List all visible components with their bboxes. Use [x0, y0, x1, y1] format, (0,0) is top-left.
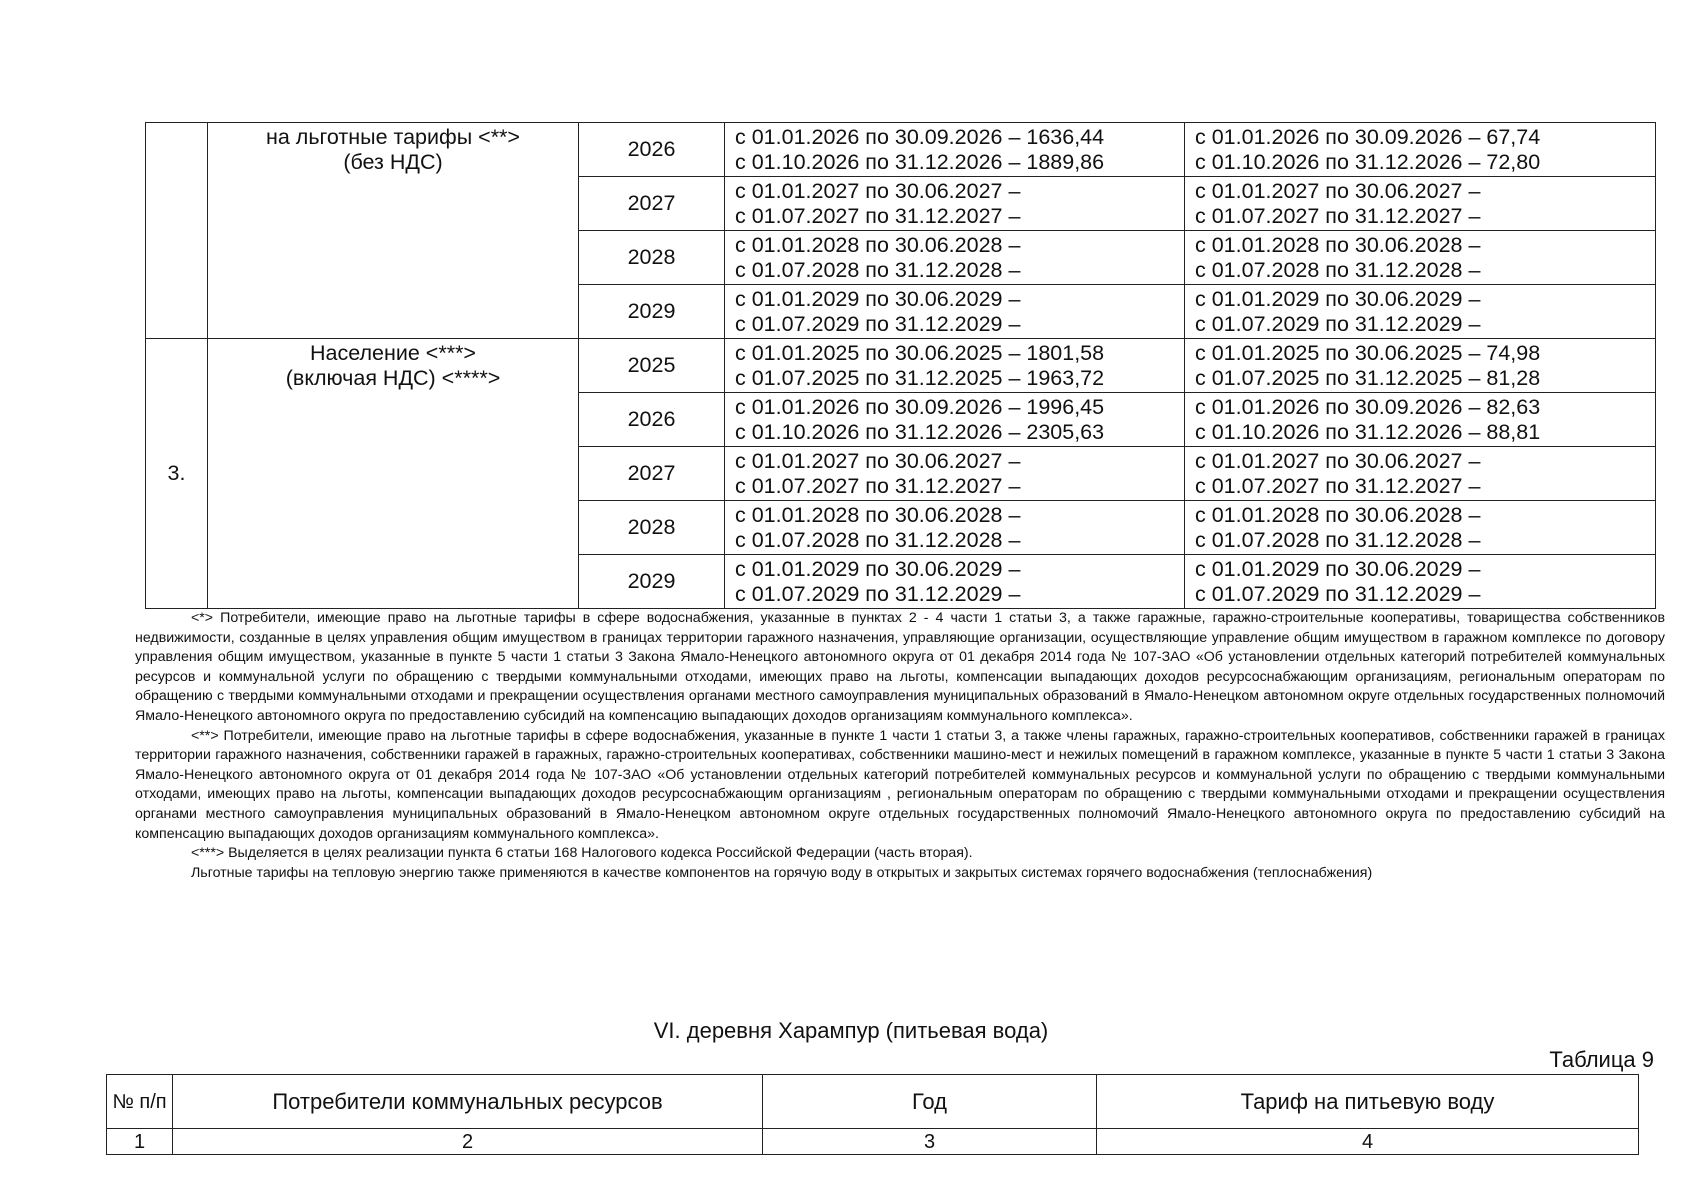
tariff-line: с 01.01.2028 по 30.06.2028 – — [735, 232, 1021, 257]
tariff-cell — [725, 555, 1185, 609]
tariff-line: с 01.01.2026 по 30.09.2026 – 1996,45 — [735, 394, 1105, 419]
tariff-line: с 01.10.2026 по 31.12.2026 – 72,80 — [1195, 149, 1541, 174]
tariff-line: с 01.01.2029 по 30.06.2029 – — [1195, 286, 1481, 311]
column-header: № п/п — [107, 1075, 173, 1129]
column-index: 4 — [1097, 1129, 1639, 1155]
tariff-cell — [725, 231, 1185, 285]
tariff-line: с 01.01.2027 по 30.06.2027 – — [1195, 448, 1481, 473]
year-cell: 2029 — [579, 285, 725, 339]
consumer-line: (без НДС) — [343, 150, 443, 174]
tariff-cell — [1185, 285, 1656, 339]
tariff-line: с 01.01.2027 по 30.06.2027 – — [735, 178, 1021, 203]
tariff-cell — [725, 177, 1185, 231]
row-number-cell — [146, 123, 208, 339]
row-number-cell: 3. — [146, 339, 208, 609]
tariff-line: с 01.07.2027 по 31.12.2027 – — [1195, 473, 1481, 498]
tariff-line: с 01.01.2028 по 30.06.2028 – — [1195, 232, 1481, 257]
tariff-line: с 01.07.2028 по 31.12.2028 – — [735, 527, 1021, 552]
column-index: 2 — [173, 1129, 763, 1155]
tariff-line: с 01.07.2028 по 31.12.2028 – — [1195, 527, 1481, 552]
index-row — [107, 1129, 1639, 1155]
tariff-line: с 01.01.2026 по 30.09.2026 – 1636,44 — [735, 124, 1105, 149]
tariff-line: с 01.01.2027 по 30.06.2027 – — [1195, 178, 1481, 203]
tariff-line: с 01.07.2027 по 31.12.2027 – — [1195, 203, 1481, 228]
tariff-line: с 01.07.2027 по 31.12.2027 – — [735, 473, 1021, 498]
tariff-line: с 01.10.2026 по 31.12.2026 – 88,81 — [1195, 419, 1541, 444]
column-header: Потребители коммунальных ресурсов — [173, 1075, 763, 1129]
footnote-2: <**> Потребители, имеющие право на льготные тарифы в сфере водоснабжения, указанные в пункте 1 части 1 статьи 3, а также члены гаражных, гаражно-строительных кооперативов, собственники гаражей в границах территории гаражного назначения, собственники гаражей в гаражных, гаражно-строительных кооперативах, собственники машино-мест и нежилых помещений в гаражном комплексе, указанные в пункте 5 части 1 статьи 3 Закона Ямало-Ненецкого автономного округа от 01 декабря 2014 года № 107-ЗАО «Об установлении отдельных категорий потребителей коммунальных ресурсов и коммунальной услуги по обращению с твердыми коммунальными отходами, имеющих право на льготы, компенсации выпадающих доходов ресурсоснабжающим организациям , региональным операторам по обращению с твердыми коммунальными отходами и прекращении осуществления органами местного самоуправления муниципальных образований в Ямало-Ненецком автономном округе отдельных государственных полномочий Ямало-Ненецкого автономного округа по предоставлению субсидий на компенсацию выпадающих доходов организациям коммунального комплекса». — [135, 727, 1665, 842]
column-header: Тариф на питьевую воду — [1097, 1075, 1639, 1129]
tariff-line: с 01.01.2027 по 30.06.2027 – — [735, 448, 1021, 473]
tariff-table-8 — [145, 122, 1656, 609]
tariff-line: с 01.07.2025 по 31.12.2025 – 1963,72 — [735, 365, 1105, 390]
consumer-line: на льготные тарифы <**> — [265, 125, 520, 149]
tariff-cell — [1185, 501, 1656, 555]
tariff-line: с 01.01.2029 по 30.06.2029 – — [735, 556, 1021, 581]
tariff-line: с 01.07.2028 по 31.12.2028 – — [735, 257, 1021, 282]
year-cell: 2029 — [579, 555, 725, 609]
header-row — [107, 1075, 1639, 1129]
column-header: Год — [763, 1075, 1097, 1129]
tariff-line: с 01.07.2029 по 31.12.2029 – — [1195, 581, 1481, 606]
year-cell: 2025 — [579, 339, 725, 393]
year-cell: 2028 — [579, 501, 725, 555]
tariff-line: с 01.10.2026 по 31.12.2026 – 2305,63 — [735, 419, 1105, 444]
tariff-line: с 01.07.2029 по 31.12.2029 – — [735, 581, 1021, 606]
tariff-table-9 — [106, 1074, 1639, 1155]
tariff-cell — [1185, 231, 1656, 285]
tariff-line: с 01.01.2028 по 30.06.2028 – — [735, 502, 1021, 527]
tariff-line: с 01.10.2026 по 31.12.2026 – 1889,86 — [735, 149, 1105, 174]
year-cell: 2028 — [579, 231, 725, 285]
year-cell: 2027 — [579, 447, 725, 501]
tariff-line: с 01.07.2027 по 31.12.2027 – — [735, 203, 1021, 228]
footnotes — [135, 609, 1665, 883]
year-cell: 2026 — [579, 123, 725, 177]
tariff-cell — [725, 393, 1185, 447]
column-index: 1 — [107, 1129, 173, 1155]
tariff-line: с 01.01.2025 по 30.06.2025 – 1801,58 — [735, 340, 1105, 365]
tariff-cell — [725, 447, 1185, 501]
tariff-line: с 01.07.2028 по 31.12.2028 – — [1195, 257, 1481, 282]
tariff-cell — [1185, 177, 1656, 231]
tariff-line: с 01.01.2029 по 30.06.2029 – — [1195, 556, 1481, 581]
tariff-line: с 01.07.2029 по 31.12.2029 – — [735, 311, 1021, 336]
footnote-3: <***> Выделяется в целях реализации пункта 6 статьи 168 Налогового кодекса Российской Федерации (часть вторая). — [191, 845, 973, 862]
year-cell: 2027 — [579, 177, 725, 231]
tariff-cell — [725, 285, 1185, 339]
column-index: 3 — [763, 1129, 1097, 1155]
table-row — [146, 123, 1656, 177]
section-title: VI. деревня Харампур (питьевая вода) — [653, 1018, 1049, 1043]
table-label: Таблица 9 — [1549, 1047, 1654, 1072]
tariff-cell — [725, 501, 1185, 555]
table-row — [146, 339, 1656, 393]
tariff-line: с 01.01.2029 по 30.06.2029 – — [735, 286, 1021, 311]
tariff-line: с 01.07.2025 по 31.12.2025 – 81,28 — [1195, 365, 1541, 390]
tariff-cell — [725, 339, 1185, 393]
year-cell: 2026 — [579, 393, 725, 447]
consumer-cell — [208, 123, 579, 339]
tariff-cell — [725, 123, 1185, 177]
footnote-4: Льготные тарифы на тепловую энергию также применяются в качестве компонентов на горячую воду в открытых и закрытых системах горячего водоснабжения (теплоснабжения) — [191, 864, 1373, 881]
footnote-1: <*> Потребители, имеющие право на льготные тарифы в сфере водоснабжения, указанные в пунктах 2 - 4 части 1 статьи 3, а также гаражные, гаражно-строительные кооперативы, товарищества собственников недвижимости, созданные в целях управления общим имуществом в границах территории гаражного назначения, управляющие организации, осуществляющие управление общим имуществом в гаражном комплексе по договору управления общим имуществом, указанные в пункте 5 части 1 статьи 3 Закона Ямало-Ненецкого автономного округа от 01 декабря 2014 года № 107-ЗАО «Об установлении отдельных категорий потребителей коммунальных ресурсов и коммунальной услуги по обращению с твердыми коммунальными отходами, имеющих право на льготы, компенсации выпадающих доходов ресурсоснабжающим организациям, региональным операторам по обращению с твердыми коммунальными отходами и прекращении осуществления органами местного самоуправления муниципальных образований в Ямало-Ненецком автономном округе отдельных государственных полномочий Ямало-Ненецкого автономного округа по предоставлению субсидий на компенсацию выпадающих доходов организациям коммунального комплекса». — [135, 610, 1665, 724]
tariff-cell — [1185, 555, 1656, 609]
tariff-cell — [1185, 447, 1656, 501]
tariff-cell — [1185, 123, 1656, 177]
tariff-line: с 01.01.2026 по 30.09.2026 – 82,63 — [1195, 394, 1541, 419]
consumer-line: Население <***> — [309, 341, 476, 365]
tariff-line: с 01.07.2029 по 31.12.2029 – — [1195, 311, 1481, 336]
tariff-cell — [1185, 393, 1656, 447]
tariff-line: с 01.01.2025 по 30.06.2025 – 74,98 — [1195, 340, 1541, 365]
tariff-line: с 01.01.2026 по 30.09.2026 – 67,74 — [1195, 124, 1541, 149]
tariff-cell — [1185, 339, 1656, 393]
tariff-line: с 01.01.2028 по 30.06.2028 – — [1195, 502, 1481, 527]
consumer-line: (включая НДС) <****> — [285, 366, 501, 390]
consumer-cell — [208, 339, 579, 609]
